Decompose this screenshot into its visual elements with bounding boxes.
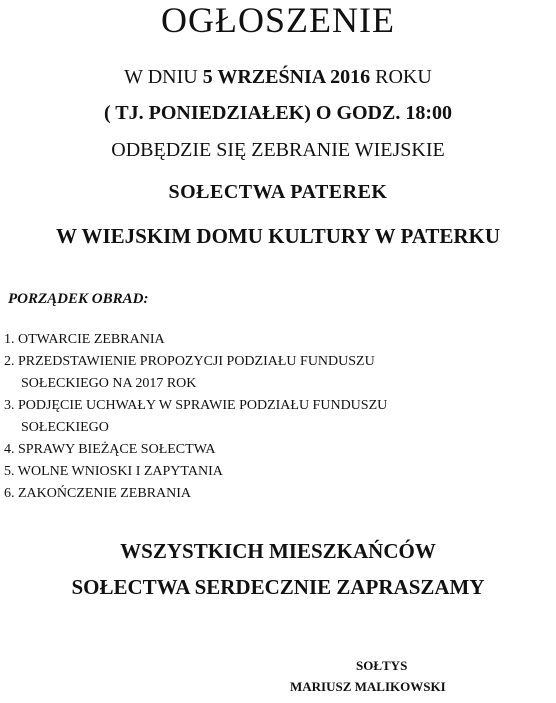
agenda-item — [4, 329, 387, 351]
agenda-item-text: SPRAWY BIEŻĄCE SOŁECTWA — [18, 442, 216, 457]
agenda-item-number: 2. — [4, 354, 18, 369]
agenda-item-text: PRZEDSTAWIENIE PROPOZYCJI PODZIAŁU FUNDUSZU — [18, 354, 375, 369]
agenda-item-continuation: SOŁECKIEGO NA 2017 ROK — [21, 376, 197, 391]
agenda-heading: PORZĄDEK OBRAD: — [8, 291, 149, 307]
date-line — [0, 67, 556, 87]
meeting-line: ODBĘDZIE SIĘ ZEBRANIE WIEJSKIE — [111, 139, 445, 161]
agenda-item-text: OTWARCIE ZEBRANIA — [18, 332, 165, 347]
venue-line: W WIEJSKIM DOMU KULTURY W PATERKU — [55, 224, 501, 248]
agenda-list — [4, 329, 387, 505]
invitation-line-1: WSZYSTKICH MIESZKAŃCÓW — [120, 539, 436, 563]
date-line-prefix: W DNIU — [124, 66, 203, 88]
agenda-item-text: WOLNE WNIOSKI I ZAPYTANIA — [17, 464, 223, 479]
agenda-item — [4, 439, 387, 461]
agenda-item-number: 4. — [4, 442, 18, 457]
meeting-date: 5 WRZEŚNIA 2016 — [202, 66, 371, 88]
village-line: SOŁECTWA PATEREK — [168, 181, 388, 203]
date-line-suffix: ROKU — [370, 66, 432, 88]
agenda-item-text: ZAKOŃCZENIE ZEBRANIA — [18, 486, 192, 501]
signature-role: SOŁTYS — [356, 658, 408, 673]
agenda-item-continuation: SOŁECKIEGO — [21, 420, 109, 435]
page-title: OGŁOSZENIE — [161, 0, 395, 40]
agenda-item — [4, 395, 387, 417]
agenda-item — [4, 461, 387, 483]
invitation-line-2: SOŁECTWA SERDECZNIE ZAPRASZAMY — [71, 575, 485, 599]
agenda-item-number: 3. — [4, 398, 18, 413]
day-time-line: ( TJ. PONIEDZIAŁEK) O GODZ. 18:00 — [104, 102, 452, 124]
signature-name: MARIUSZ MALIKOWSKI — [290, 679, 446, 694]
agenda-item-number: 6. — [4, 486, 18, 501]
agenda-item-text: PODJĘCIE UCHWAŁY W SPRAWIE PODZIAŁU FUNDUSZU — [18, 398, 388, 413]
agenda-item-number: 1. — [4, 332, 18, 347]
agenda-item — [4, 351, 387, 373]
agenda-item-number: 5. — [4, 464, 18, 479]
agenda-item — [4, 483, 387, 505]
